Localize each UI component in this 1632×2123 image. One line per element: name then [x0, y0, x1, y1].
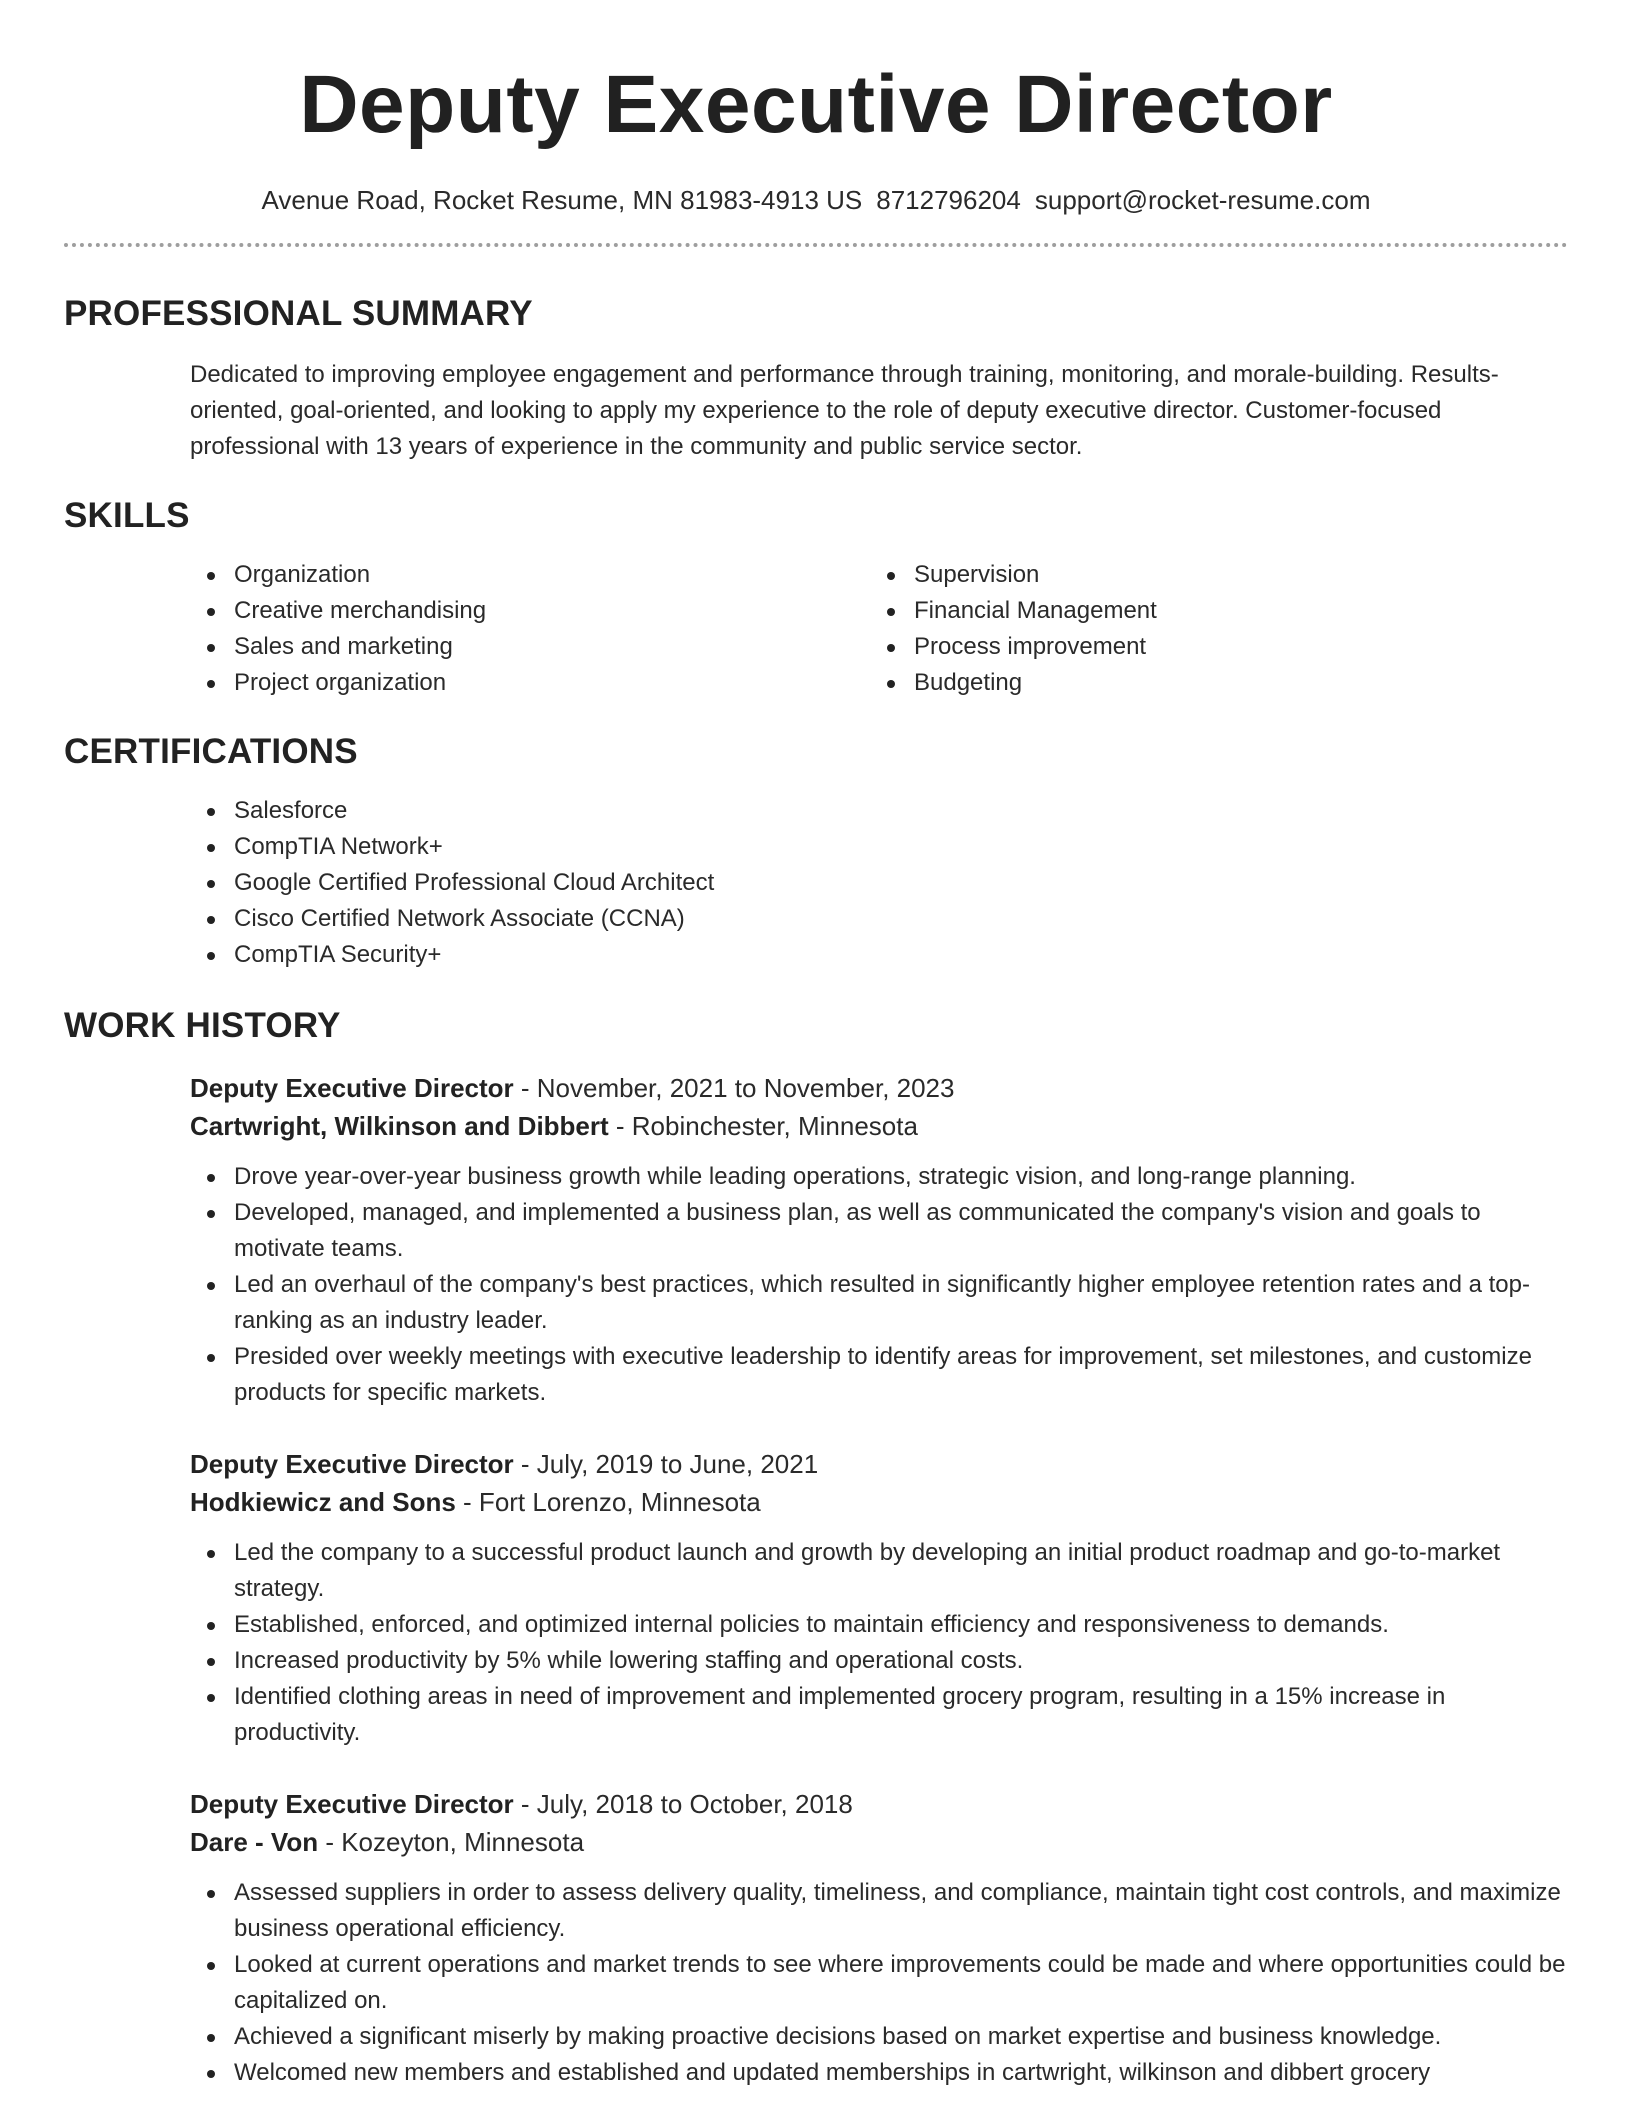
summary-heading: PROFESSIONAL SUMMARY: [64, 294, 533, 333]
skills-grid: [190, 557, 1568, 701]
job-title: Deputy Executive Director: [190, 1073, 514, 1103]
summary-text: Dedicated to improving employee engagement and performance through training, monitoring, and morale-building. Results-oriented, goal-oriented, and looking to apply my experience to the role of deputy executive director. Customer-focused professional with 13 years of experience in the community and public service sector.: [190, 361, 1499, 460]
job-bullet: Presided over weekly meetings with executive leadership to identify areas for improvement, set milestones, and customize products for specific markets.: [190, 1339, 1568, 1411]
job-dates: - July, 2019 to June, 2021: [513, 1449, 819, 1479]
certification-item: Salesforce: [190, 793, 1568, 829]
skills-list-left: [190, 557, 870, 701]
job-company: Hodkiewicz and Sons: [190, 1487, 456, 1517]
job-company-line: [190, 1823, 1568, 1861]
certification-item: Google Certified Professional Cloud Architect: [190, 865, 1568, 901]
job-title: Deputy Executive Director: [190, 1449, 514, 1479]
job-title-line: [190, 1445, 1568, 1483]
certification-item: CompTIA Security+: [190, 937, 1568, 973]
job-bullet: Assessed suppliers in order to assess delivery quality, timeliness, and compliance, maintain tight cost controls, and maximize business operational efficiency.: [190, 1875, 1568, 1947]
contact-address: Avenue Road, Rocket Resume, MN 81983-4913 US: [261, 185, 863, 215]
skill-item: Financial Management: [870, 593, 1550, 629]
job-bullet: Achieved a significant miserly by making proactive decisions based on market expertise and business knowledge.: [190, 2019, 1568, 2055]
job-title-line: [190, 1069, 1568, 1107]
work-history-section: [64, 1005, 1568, 2091]
skill-item: Process improvement: [870, 629, 1550, 665]
summary-section: [64, 293, 1568, 465]
skills-section: [64, 495, 1568, 701]
job-bullets: [190, 1159, 1568, 1411]
resume-page: [64, 0, 1568, 2123]
skill-item: Budgeting: [870, 665, 1550, 701]
skills-heading: SKILLS: [64, 496, 190, 535]
job-company-line: [190, 1483, 1568, 1521]
contact-phone: 8712796204: [876, 185, 1021, 215]
certification-item: CompTIA Network+: [190, 829, 1568, 865]
job-title: Deputy Executive Director: [190, 1789, 514, 1819]
job-dates: - July, 2018 to October, 2018: [513, 1789, 853, 1819]
skill-item: Creative merchandising: [190, 593, 870, 629]
job-entry: [190, 1069, 1568, 1411]
skill-item: Project organization: [190, 665, 870, 701]
job-entry: [190, 1785, 1568, 2091]
job-bullets: [190, 1875, 1568, 2091]
job-bullet: Developed, managed, and implemented a business plan, as well as communicated the company's vision and goals to motivate teams.: [190, 1195, 1568, 1267]
certification-item: Cisco Certified Network Associate (CCNA): [190, 901, 1568, 937]
job-bullet: Established, enforced, and optimized internal policies to maintain efficiency and responsiveness to demands.: [190, 1607, 1568, 1643]
candidate-name: Deputy Executive Director: [299, 59, 1333, 150]
job-company: Cartwright, Wilkinson and Dibbert: [190, 1111, 609, 1141]
certifications-heading: CERTIFICATIONS: [64, 732, 358, 771]
job-bullet: Welcomed new members and established and updated memberships in cartwright, wilkinson and dibbert grocery: [190, 2055, 1568, 2091]
contact-email: support@rocket-resume.com: [1034, 185, 1371, 215]
job-bullet: Increased productivity by 5% while lowering staffing and operational costs.: [190, 1643, 1568, 1679]
job-title-line: [190, 1785, 1568, 1823]
job-bullet: Identified clothing areas in need of improvement and implemented grocery program, resulting in a 15% increase in productivity.: [190, 1679, 1568, 1751]
certifications-list: [190, 793, 1568, 973]
job-company: Dare - Von: [190, 1827, 319, 1857]
skills-list-right: [870, 557, 1550, 701]
job-location: - Robinchester, Minnesota: [608, 1111, 918, 1141]
skill-item: Organization: [190, 557, 870, 593]
job-bullet: Led the company to a successful product launch and growth by developing an initial product roadmap and go-to-market strategy.: [190, 1535, 1568, 1607]
job-bullet: Looked at current operations and market trends to see where improvements could be made and where opportunities could be capitalized on.: [190, 1947, 1568, 2019]
resume-header: [64, 59, 1568, 247]
job-dates: - November, 2021 to November, 2023: [513, 1073, 955, 1103]
skill-item: Supervision: [870, 557, 1550, 593]
job-bullets: [190, 1535, 1568, 1751]
header-divider: [64, 243, 1568, 247]
work-history-heading: WORK HISTORY: [64, 1006, 341, 1045]
job-bullet: Led an overhaul of the company's best practices, which resulted in significantly higher employee retention rates and a top-ranking as an industry leader.: [190, 1267, 1568, 1339]
job-entry: [190, 1445, 1568, 1751]
certifications-section: [64, 731, 1568, 973]
skill-item: Sales and marketing: [190, 629, 870, 665]
job-location: - Fort Lorenzo, Minnesota: [455, 1487, 761, 1517]
job-company-line: [190, 1107, 1568, 1145]
contact-line: [64, 184, 1568, 216]
job-bullet: Drove year-over-year business growth while leading operations, strategic vision, and long-range planning.: [190, 1159, 1568, 1195]
job-location: - Kozeyton, Minnesota: [318, 1827, 585, 1857]
